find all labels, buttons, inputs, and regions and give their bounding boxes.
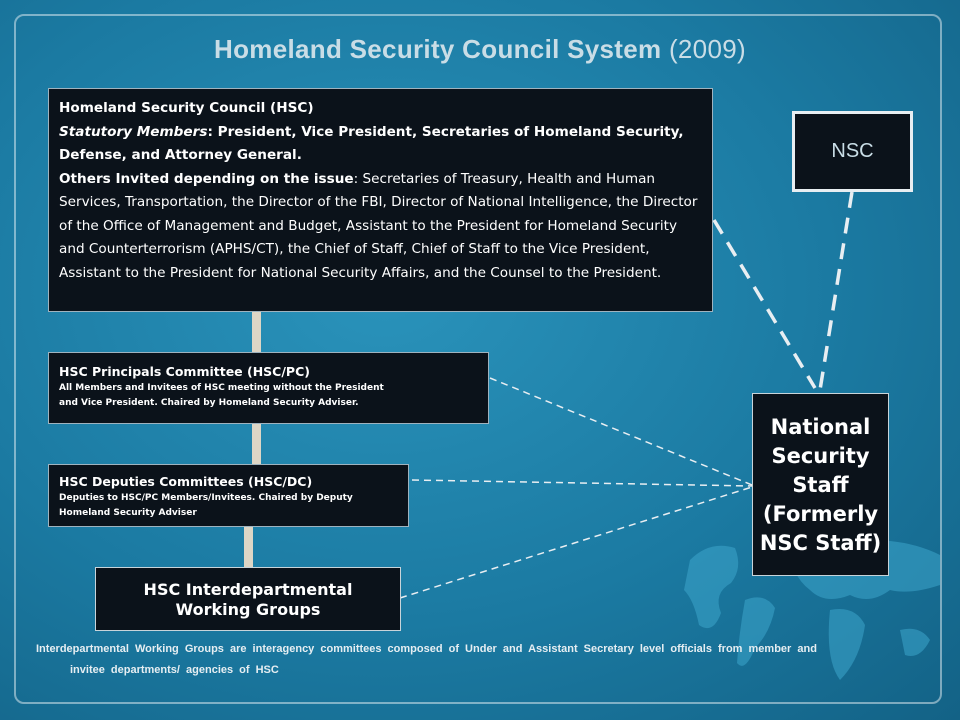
hsc-heading: Homeland Security Council (HSC) <box>59 100 314 116</box>
iwg-line1: HSC Interdepartmental <box>143 580 353 599</box>
dash-hsc-to-nss <box>714 220 815 388</box>
nss-line1: National <box>770 415 871 439</box>
hsc-box <box>48 88 713 312</box>
hsc-others-text: : Secretaries of Treasury, Health and Human Services, Transportation, the Director of the FBI, Director of National Intelligence, the Director of the Office of Management and Budget, Assistant to the President for Homeland Security and Counterterrorism (APHS/CT), the Chief of Staff, Chief of Staff to the Vice President, Assistant to the President for National Security Affairs, and the Counsel to the President. <box>59 170 698 281</box>
iwg-box <box>95 567 401 631</box>
dash-nsc-to-nss <box>820 192 852 390</box>
hsc-others-label: Others Invited depending on the issue <box>59 170 354 187</box>
nss-line4: (Formerly <box>762 502 879 526</box>
dash-dc-to-nss <box>412 480 752 486</box>
nss-line5: NSC Staff) <box>759 531 882 555</box>
title-year: (2009) <box>668 34 746 64</box>
dash-iwg-to-nss <box>400 487 752 598</box>
hsc-others <box>59 168 702 286</box>
pc-heading: HSC Principals Committee (HSC/PC) <box>59 364 310 379</box>
pc-line2: and Vice President. Chaired by Homeland Security Adviser. <box>59 398 359 408</box>
pc-line1: All Members and Invitees of HSC meeting without the President <box>59 383 384 393</box>
title-main: Homeland Security Council System <box>214 34 662 64</box>
nss-box <box>752 393 889 576</box>
dc-heading: HSC Deputies Committees (HSC/DC) <box>59 474 313 489</box>
footnote <box>36 639 926 681</box>
footnote-line1: Interdepartmental Working Groups are interagency committees composed of Under and Assistant Secretary level officials from member and <box>36 643 817 655</box>
nsc-label: NSC <box>831 140 874 162</box>
dc-box <box>48 464 409 527</box>
nsc-box <box>792 111 913 192</box>
hsc-statutory-text: : President, Vice President, Secretaries of Homeland Security, Defense, and Attorney General. <box>59 123 684 163</box>
nss-line3: Staff <box>792 473 849 497</box>
hsc-statutory-label: Statutory Members <box>59 123 208 140</box>
footnote-line2: invitee departments/ agencies of HSC <box>70 664 279 676</box>
hsc-statutory <box>59 121 702 168</box>
dc-line2: Homeland Security Adviser <box>59 508 197 518</box>
pc-box <box>48 352 489 424</box>
iwg-line2: Working Groups <box>175 600 321 619</box>
dc-line1: Deputies to HSC/PC Members/Invitees. Chaired by Deputy <box>59 493 353 503</box>
dash-pc-to-nss <box>490 378 752 485</box>
nss-line2: Security <box>771 444 870 468</box>
